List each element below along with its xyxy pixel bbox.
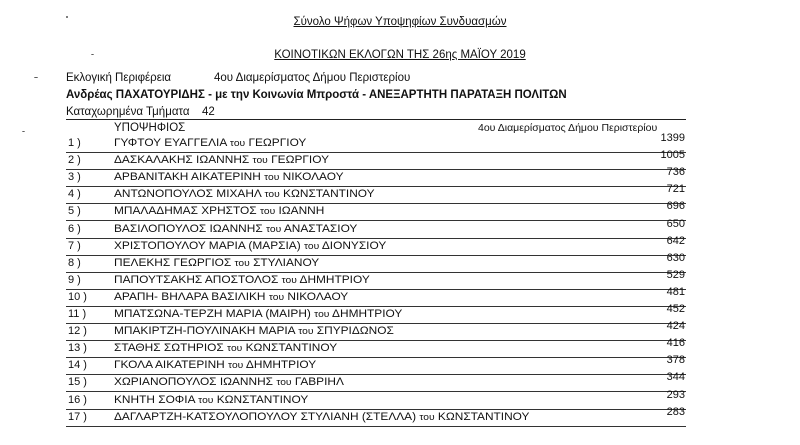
candidate-surname: ΠΑΠΟΥΤΣΑΚΗΣ ΑΠΟΣΤΟΛΟΣ <box>114 273 279 286</box>
candidate-number: 7 ) <box>68 239 81 252</box>
candidate-surname: ΒΑΣΙΛΟΠΟΥΛΟΣ ΙΩΑΝΝΗΣ <box>114 222 263 235</box>
candidate-father: ΓΕΩΡΓΙΟΥ <box>248 137 307 149</box>
scan-speck <box>91 54 94 55</box>
row-underline <box>66 391 686 392</box>
candidate-surname: ΜΠΑΚΙΡΤΖΗ-ΠΟΥΛΙΝΑΚΗ ΜΑΡΙΑ <box>114 325 295 338</box>
candidate-number: 8 ) <box>68 256 81 269</box>
candidate-of-word: του <box>314 309 330 320</box>
scan-speck <box>66 16 68 18</box>
candidate-name <box>114 411 529 423</box>
candidate-number: 12 ) <box>68 325 87 338</box>
candidate-father: ΚΩΝΣΤΑΝΤΙΝΟΥ <box>245 342 338 355</box>
candidate-row <box>0 405 800 428</box>
candidate-surname: ΑΝΤΩΝΟΠΟΥΛΟΣ ΜΙΧΑΗΛ <box>114 188 262 201</box>
candidate-name <box>114 257 319 269</box>
candidate-father: ΔΗΜΗΤΡΙΟΥ <box>332 308 403 320</box>
row-underline <box>66 272 686 273</box>
candidate-of-word: του <box>281 274 297 286</box>
row-underline <box>66 323 686 324</box>
row-underline <box>66 289 686 290</box>
candidate-surname: ΜΠΑΛΑΔΗΜΑΣ ΧΡΗΣΤΟΣ <box>114 205 257 218</box>
candidate-of-word: του <box>276 377 292 389</box>
candidate-votes: 416 <box>666 337 685 350</box>
candidate-votes: 630 <box>666 251 685 264</box>
candidate-votes: 283 <box>666 405 685 418</box>
row-underline <box>66 409 686 410</box>
row-underline <box>66 306 686 307</box>
candidate-of-word: του <box>268 291 285 303</box>
candidate-surname: ΓΥΦΤΟΥ ΕΥΑΓΓΕΛΙΑ <box>114 137 227 149</box>
candidate-father: ΣΤΥΛΙΑΝΟΥ <box>253 256 320 269</box>
district-value: 4ου Διαμερίσματος Δήμου Περιστερίου <box>214 72 411 84</box>
row-underline <box>66 374 686 375</box>
candidate-number: 17 ) <box>68 410 87 423</box>
faction-name: Ανδρέας ΠΑΧΑΤΟΥΡΙΔΗΣ - με την Κοινωνία Μπροστά - ΑΝΕΞΑΡΤΗΤΗ ΠΑΡΑΤΑΞΗ ΠΟΛΙΤΩΝ <box>66 89 567 101</box>
candidate-votes: 529 <box>666 268 685 281</box>
candidate-name <box>114 223 357 235</box>
row-underline <box>66 169 686 170</box>
candidate-surname: ΓΚΟΛΑ ΑΙΚΑΤΕΡΙΝΗ <box>114 359 225 372</box>
candidate-name <box>114 154 329 166</box>
candidate-father: ΝΙΚΟΛΑΟΥ <box>282 171 344 184</box>
candidate-name <box>114 137 306 149</box>
candidate-votes: 378 <box>666 354 685 367</box>
candidate-father: ΣΠΥΡΙΔΩΝΟΣ <box>316 325 394 338</box>
candidate-of-word: του <box>198 394 214 406</box>
row-underline <box>66 426 686 427</box>
candidate-father: ΝΙΚΟΛΑΟΥ <box>287 290 349 303</box>
candidate-votes: 736 <box>666 166 685 179</box>
candidate-of-word: του <box>265 223 282 235</box>
candidate-father: ΚΩΝΣΤΑΝΤΙΝΟΥ <box>437 410 530 423</box>
candidate-father: ΔΗΜΗΤΡΙΟΥ <box>299 273 370 286</box>
candidate-number: 11 ) <box>68 308 87 320</box>
header-rule <box>66 119 686 120</box>
sections-label: Καταχωρημένα Τμήματα <box>66 106 190 118</box>
candidate-name <box>114 240 386 252</box>
candidate-votes: 452 <box>666 303 685 315</box>
candidate-name <box>114 205 324 217</box>
document-subtitle: ΚΟΙΝΟΤΙΚΩΝ ΕΚΛΟΓΩΝ ΤΗΣ 26ης ΜΑΪΟΥ 2019 <box>274 49 526 61</box>
candidate-father: ΚΩΝΣΤΑΝΤΙΝΟΥ <box>216 393 309 406</box>
candidate-of-word: του <box>229 138 246 149</box>
candidate-surname: ΜΠΑΤΣΩΝΑ-ΤΕΡΖΗ ΜΑΡΙΑ (ΜΑΙΡΗ) <box>114 308 311 320</box>
candidate-of-word: του <box>264 172 280 184</box>
candidate-name <box>114 274 370 286</box>
candidate-number: 5 ) <box>68 205 81 218</box>
candidate-surname: ΔΑΣΚΑΛΑΚΗΣ ΙΩΑΝΝΗΣ <box>114 154 250 167</box>
district-label: Εκλογική Περιφέρεια <box>66 72 172 84</box>
row-underline <box>66 186 686 187</box>
candidate-name <box>114 376 344 388</box>
votes-column-header: 4ου Διαμερίσματος Δήμου Περιστερίου <box>478 122 658 134</box>
candidate-of-word: του <box>234 257 250 269</box>
candidate-of-word: του <box>419 411 435 423</box>
candidate-surname: ΚΝΗΤΗ ΣΟΦΙΑ <box>114 393 195 406</box>
candidate-of-word: του <box>252 155 268 167</box>
candidate-father: ΙΩΑΝΝΗ <box>278 205 325 218</box>
candidate-votes: 344 <box>666 371 685 384</box>
candidate-surname: ΑΡΒΑΝΙΤΑΚΗ ΑΙΚΑΤΕΡΙΝΗ <box>114 171 261 184</box>
candidate-name <box>114 308 402 320</box>
sections-value: 42 <box>202 106 215 118</box>
candidate-number: 4 ) <box>68 188 81 201</box>
candidate-votes: 293 <box>666 388 685 401</box>
candidate-name <box>114 188 375 200</box>
row-underline <box>66 220 686 221</box>
candidate-surname: ΠΕΛΕΚΗΣ ΓΕΩΡΓΙΟΣ <box>114 256 232 269</box>
row-underline <box>66 255 686 256</box>
candidate-votes: 650 <box>666 217 685 230</box>
candidate-name <box>114 359 316 371</box>
candidate-surname: ΣΤΑΘΗΣ ΣΩΤΗΡΙΟΣ <box>114 342 224 355</box>
candidate-of-word: του <box>228 360 244 372</box>
candidate-number: 1 ) <box>68 137 81 149</box>
candidate-surname: ΧΡΙΣΤΟΠΟΥΛΟΥ ΜΑΡΙΑ (ΜΑΡΣΙΑ) <box>114 239 301 252</box>
candidate-surname: ΔΑΓΛΑΡΤΖΗ-ΚΑΤΣΟΥΛΟΠΟΥΛΟΥ ΣΤΥΛΙΑΝΗ (ΣΤΕΛΛΑ) <box>114 410 417 423</box>
candidate-number: 10 ) <box>68 290 87 303</box>
candidate-number: 6 ) <box>68 222 81 235</box>
row-underline <box>66 203 686 204</box>
candidate-of-word: του <box>264 189 280 201</box>
candidate-father: ΔΙΟΝΥΣΙΟΥ <box>321 239 387 252</box>
row-underline <box>66 340 686 341</box>
candidate-votes: 696 <box>666 200 685 213</box>
candidate-name <box>114 394 308 406</box>
candidate-number: 9 ) <box>68 273 81 286</box>
candidate-father: ΓΑΒΡΙΗΛ <box>294 376 344 389</box>
candidate-votes: 1005 <box>660 149 685 162</box>
candidate-father: ΑΝΑΣΤΑΣΙΟΥ <box>283 222 358 235</box>
candidate-votes: 481 <box>666 285 685 298</box>
candidate-number: 2 ) <box>68 154 81 167</box>
candidate-votes: 642 <box>666 234 685 247</box>
candidate-father: ΔΗΜΗΤΡΙΟΥ <box>245 359 317 372</box>
candidate-father: ΓΕΩΡΓΙΟΥ <box>271 154 330 167</box>
candidate-votes: 721 <box>666 183 685 196</box>
candidate-of-word: του <box>259 206 276 218</box>
candidate-surname: ΑΡΑΠΗ- ΒΗΛΑΡΑ ΒΑΣΙΛΙΚΗ <box>114 290 266 303</box>
candidate-father: ΚΩΝΣΤΑΝΤΙΝΟΥ <box>283 188 375 201</box>
candidate-votes: 1399 <box>660 132 685 144</box>
candidate-of-word: του <box>298 326 314 338</box>
candidate-votes: 424 <box>666 320 685 333</box>
candidate-number: 15 ) <box>68 376 87 389</box>
candidate-name <box>114 291 348 303</box>
candidate-surname: ΧΩΡΙΑΝΟΠΟΥΛΟΣ ΙΩΑΝΝΗΣ <box>114 376 274 389</box>
row-underline <box>66 152 686 153</box>
document-title: Σύνολο Ψήφων Υποψηφίων Συνδυασμών <box>293 16 507 28</box>
row-underline <box>66 357 686 358</box>
candidate-number: 16 ) <box>68 393 87 406</box>
candidate-of-word: του <box>227 343 243 355</box>
candidate-of-word: του <box>303 240 320 252</box>
candidate-name <box>114 342 337 354</box>
candidate-number: 14 ) <box>68 359 87 372</box>
candidate-name <box>114 171 344 183</box>
candidate-name <box>114 325 394 337</box>
row-underline <box>66 238 686 239</box>
candidate-number: 13 ) <box>68 342 87 355</box>
scan-speck <box>22 131 25 132</box>
scan-speck <box>34 77 38 78</box>
candidates-column-header: ΥΠΟΨΗΦΙΟΣ <box>114 122 186 134</box>
candidate-number: 3 ) <box>68 171 81 184</box>
